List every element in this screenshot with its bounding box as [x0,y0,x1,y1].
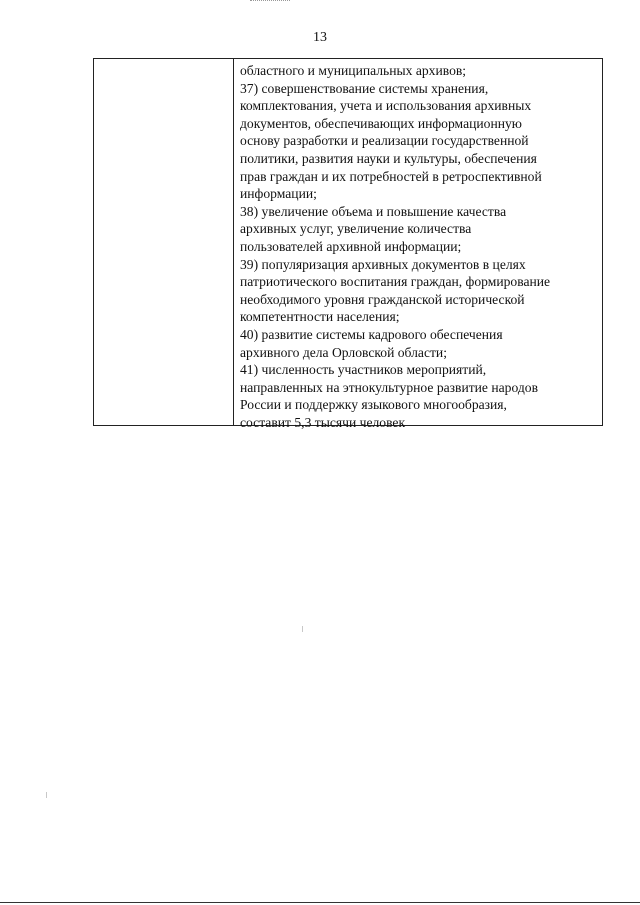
table-text-line: 39) популяризация архивных документов в целях [240,256,526,272]
table-text-line: основу разработки и реализации государственной [240,133,529,149]
table-text-line: 40) развитие системы кадрового обеспечения [240,326,503,342]
table-text-line: 37) совершенствование системы хранения, [240,80,489,96]
table-text-line: документов, обеспечивающих информационную [240,115,522,131]
table-text-line: областного и муниципальных архивов; [240,63,467,78]
scan-speck [46,792,47,798]
table-text-line: направленных на этнокультурное развитие народов [240,379,539,395]
table-text-line: архивных услуг, увеличение количества [240,221,472,237]
table-text-line: 38) увеличение объема и повышение качества [240,203,507,219]
table-text-line: комплектования, учета и использования архивных [240,98,532,114]
table-text-line: 41) численность участников мероприятий, [240,362,487,378]
scan-artifact-top [250,0,290,3]
table-cell-right [240,62,600,431]
page-bottom-edge [0,902,640,903]
page-number: 13 [313,30,327,45]
table-text-line: информации; [240,186,317,202]
table-text-line: прав граждан и их потребностей в ретроспективной [240,168,542,184]
table-text-line: России и поддержку языкового многообразия, [240,397,507,413]
table-text-line: составит 5,3 тысячи человек [240,414,406,430]
table-text-line: необходимого уровня гражданской исторической [240,291,525,307]
document-table [93,58,603,430]
scan-speck [302,626,303,632]
table-text-line: архивного дела Орловской области; [240,344,447,360]
table-text-line: патриотического воспитания граждан, формирование [240,274,551,290]
table-text-line: пользователей архивной информации; [240,238,462,254]
table-text-line: политики, развития науки и культуры, обеспечения [240,150,537,166]
table-cell-left [94,59,234,425]
table-text-line: компетентности населения; [240,309,400,325]
